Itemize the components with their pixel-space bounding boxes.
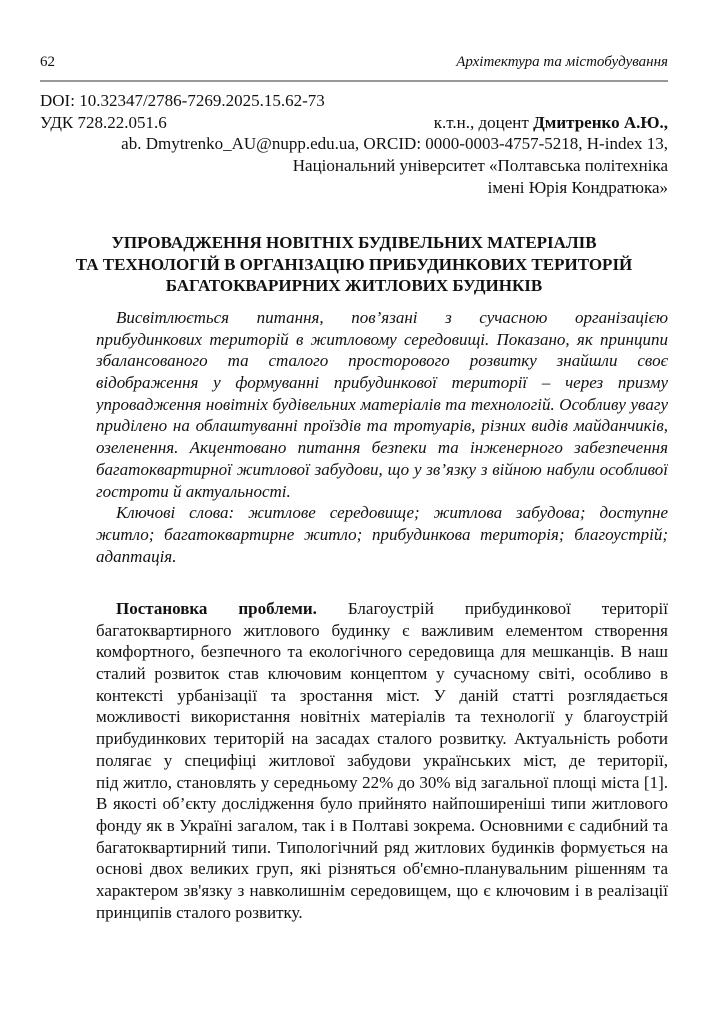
keywords-line: житло; багатоквартирне житло; прибудинкова територія; благоустрій;: [96, 524, 668, 544]
body-line: комфортного, безпечного та екологічного середовища для мешканців. В наш: [96, 642, 668, 662]
abstract-line: упровадження новітніх будівельних матеріалів та технологій. Особливу увагу: [96, 394, 668, 414]
body-line: основі двох великих груп, які різняться об'ємно-планувальним рішенням та: [96, 859, 668, 879]
abstract-line: Висвітлюється питання, пов’язані з сучасною організацією: [116, 308, 668, 327]
author-contact: ab. Dmytrenko_AU@nupp.edu.ua, ORCID: 0000-0003-4757-5218, H-index 13,: [121, 134, 668, 154]
abstract-line: збалансованого та сталого просторового розвитку знайшли своє: [96, 351, 668, 371]
abstract: [96, 307, 668, 567]
section-heading: Постановка проблеми.: [116, 599, 317, 618]
keywords-line: адаптація.: [96, 546, 177, 566]
body-line: прибудинкових територій на засадах сталого розвитку. Актуальність роботи: [96, 729, 668, 749]
abstract-line: відображення у формуванні прибудинкової території – через призму: [96, 373, 668, 393]
body-line: можливості використання новітніх матеріалів та технології у благоустрій: [96, 707, 668, 727]
journal-title: Архітектура та містобудування: [456, 54, 668, 70]
abstract-line: прибудинкових територій в житловому середовищі. Показано, як принципи: [96, 329, 668, 349]
affiliation-line-2: імені Юрія Кондратюка»: [487, 177, 668, 197]
body-line: фонду як в Україні загалом, так і в Полтаві зокрема. Основними є садибний та: [96, 815, 668, 835]
title-line: ТА ТЕХНОЛОГІЙ В ОРГАНІЗАЦІЮ ПРИБУДИНКОВИХ ТЕРИТОРІЙ: [75, 254, 633, 274]
abstract-line: багатоквартирної житлової забудови, що у зв’язку з війною набули особливої: [96, 459, 668, 479]
doi: DOI: 10.32347/2786-7269.2025.15.62-73: [40, 91, 325, 110]
affiliation-line-1: Національний університет «Полтавська політехніка: [292, 156, 668, 176]
body-line: контексті урбанізації та зростання міст. У даній статті розглядається: [96, 685, 668, 705]
body-line: багатоквартирний типи. Типологічний ряд житлових будинків формується на: [96, 837, 668, 857]
title-line: УПРОВАДЖЕННЯ НОВІТНІХ БУДІВЕЛЬНИХ МАТЕРІАЛІВ: [111, 233, 597, 252]
header-divider: [40, 80, 668, 82]
page-number: 62: [40, 54, 55, 70]
abstract-line: озеленення. Акцентовано питання безпеки та інженерного забезпечення: [96, 438, 668, 458]
udc: УДК 728.22.051.6: [40, 112, 167, 132]
keywords-line: Ключові слова: житлове середовище; житлова забудова; доступне: [116, 503, 668, 523]
body-line: під житло, становлять у середньому 22% до 30% від загальної площі міста [1].: [96, 772, 668, 792]
body-line: сталий розвиток став ключовим концептом у сучасному світі, особливо в: [96, 664, 668, 684]
title-line: БАГАТОКВАРИРНИХ ЖИТЛОВИХ БУДИНКІВ: [165, 276, 543, 296]
article-meta: [40, 90, 668, 198]
body-line: багатоквартирного житлового будинку є важливим елементом створення: [96, 620, 668, 640]
body-line: В якості об’єкту дослідження було прийнято найпоширеніші типи житлового: [96, 794, 668, 814]
abstract-line: приділено на облаштуванні проїздів та тротуарів, різних видів майданчиків,: [96, 416, 668, 436]
author-title: к.т.н., доцент: [433, 112, 534, 132]
body-line: принципів сталого розвитку.: [96, 902, 303, 922]
body-line: полягає у специфіці житлової забудови українських міст, де території,: [96, 750, 668, 770]
article-title: [40, 232, 668, 297]
udc-author-row: [40, 112, 668, 134]
author-name: Дмитренко А.Ю.,: [533, 112, 668, 132]
body-line: характером зв'язку з навколишнім середовищем, що є ключовим і в реалізації: [96, 880, 668, 900]
running-head: [40, 54, 668, 74]
body-text: [96, 598, 668, 923]
abstract-line: гостроти й актуальності.: [96, 481, 291, 501]
body-line: Постановка проблеми. Благоустрій прибудинкової території: [116, 599, 668, 618]
